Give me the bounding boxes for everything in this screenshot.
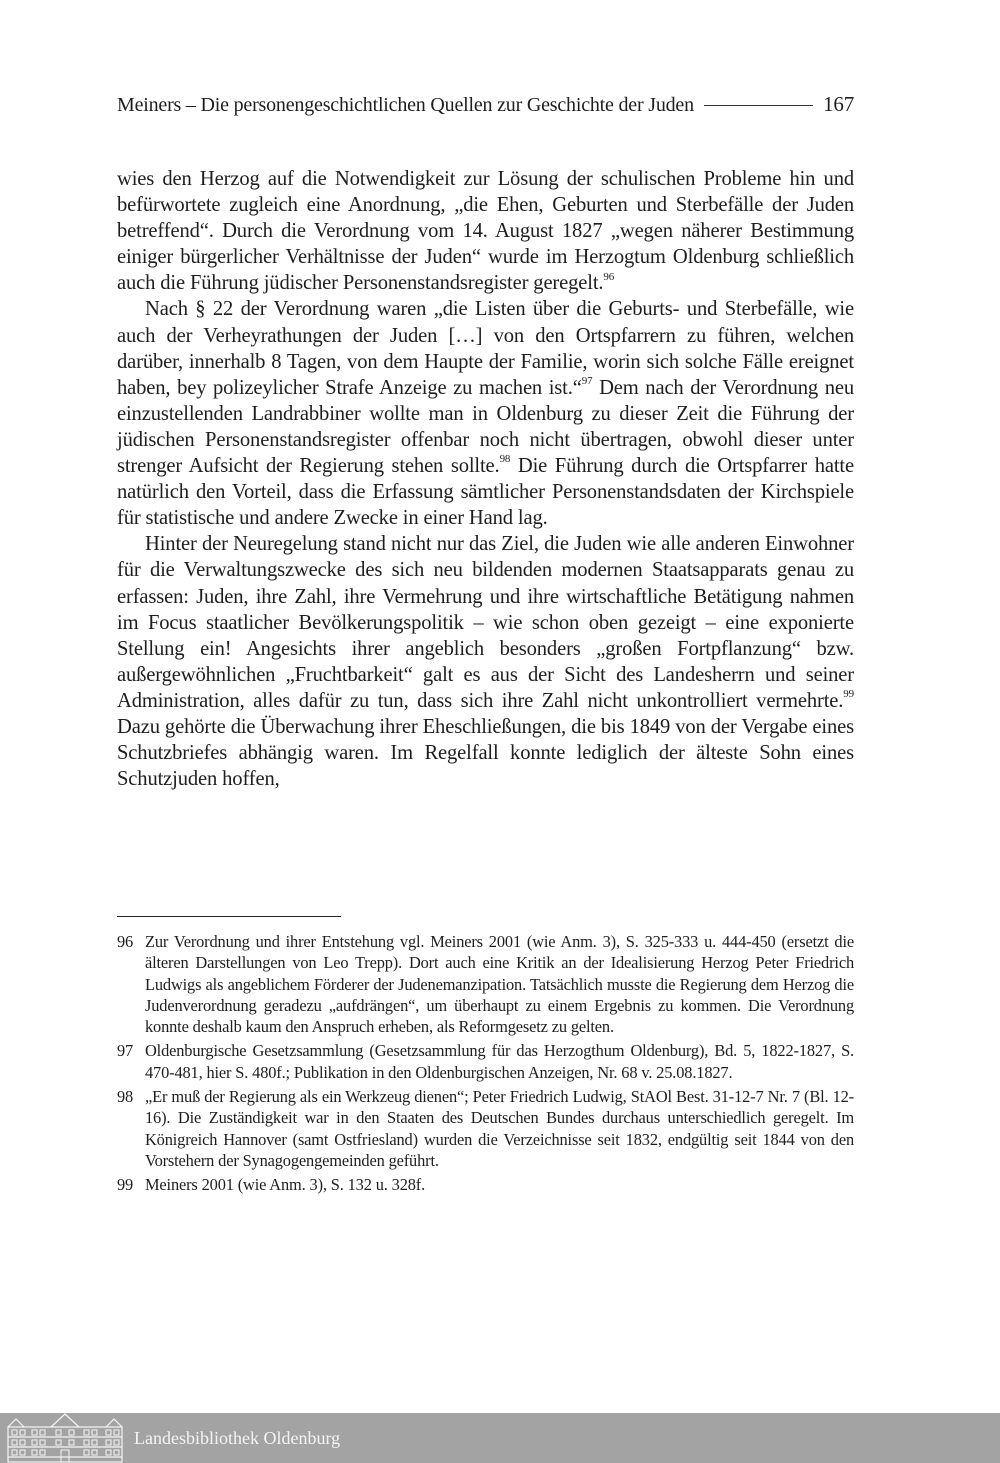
paragraph-3: [117, 531, 854, 792]
header-rule: [704, 105, 813, 106]
paragraph-2: [117, 296, 854, 531]
footnote-98: [117, 1086, 854, 1171]
footnote-ref-99[interactable]: 99: [843, 688, 854, 701]
library-name: Landesbibliothek Oldenburg: [134, 1427, 341, 1448]
paragraph-1: [117, 166, 854, 296]
footnote-separator: [117, 916, 341, 917]
paragraph-text: Die Führung durch die Ortspfarrer hatte natürlich den Vorteil, dass die Erfassung sämtlicher Personenstandsdaten der Kirchspiele für statistische und andere Zwecke in einer Hand lag.: [117, 455, 854, 530]
footnote-ref-96[interactable]: 96: [603, 270, 615, 283]
footnote-96: [117, 931, 854, 1037]
running-head: [117, 92, 854, 120]
library-building-icon: [6, 1413, 124, 1463]
footnote-text: Meiners 2001 (wie Anm. 3), S. 132 u. 328f.: [145, 1175, 426, 1195]
paragraph-text: wies den Herzog auf die Notwendigkeit zur Lösung der schulischen Probleme hin und befürwortete zugleich eine Anordnung, „die Ehen, Geburten und Sterbefälle der Juden betreffend“. Durch die Verordnung vom 14. August 1827 „wegen näherer Bestimmung einiger bürgerlicher Verhältnisse der Juden“ wurde im Herzogtum Oldenburg schließlich auch die Führung jüdischer Personenstandsregister geregelt.: [117, 168, 854, 295]
running-title: Meiners – Die personengeschichtlichen Quellen zur Geschichte der Juden: [117, 94, 694, 116]
library-footer-bar: [0, 1413, 1000, 1463]
footnote-99: [117, 1174, 854, 1195]
footnote-number: 99: [117, 1175, 134, 1195]
footnote-number: 96: [117, 932, 134, 951]
page-number: 167: [823, 92, 854, 116]
footnote-text: Oldenburgische Gesetzsammlung (Gesetzsammlung für das Herzogthum Oldenburg), Bd. 5, 1822-1827, S. 470-481, hier S. 480f.; Publikation in den Oldenburgischen Anzeigen, Nr. 68 v. 25.08.1827.: [145, 1041, 854, 1082]
body-text: [117, 166, 854, 792]
footnote-text: „Er muß der Regierung als ein Werkzeug dienen“; Peter Friedrich Ludwig, StAOl Best. 31-12-7 Nr. 7 (Bl. 12-16). Die Zuständigkeit war in den Staaten des Deutschen Bundes durchaus unterschiedlich geregelt. Im Königreich Hannover (samt Ostfriesland) wurden die Verzeichnisse seit 1832, endgültig seit 1844 von den Vorstehern der Synagogengemeinden geführt.: [145, 1087, 854, 1170]
footnote-text: Zur Verordnung und ihrer Entstehung vgl. Meiners 2001 (wie Anm. 3), S. 325-333 u. 444-450 (ersetzt die älteren Darstellungen von Leo Trepp). Dort auch eine Kritik an der Idealisierung Herzog Peter Friedrich Ludwigs als angeblichem Förderer der Judenemanzipation. Tatsächlich musste die Regierung dem Herzog die Judenverordnung geradezu „aufdrängen“, um überhaupt zu einem Ergebnis zu kommen. Die Verordnung konnte deshalb kaum den Anspruch erheben, als Reformgesetz zu gelten.: [145, 932, 854, 1037]
footnote-number: 97: [117, 1041, 134, 1061]
paragraph-text: Dem nach der Verordnung neu einzustellenden Landrabbiner wollte man in Oldenburg zu dieser Zeit die Führung der jüdischen Personenstandsregister offenbar noch nicht übertragen, obwohl dieser unter strenger Aufsicht der Regierung stehen sollte.: [117, 376, 854, 478]
footnote-97: [117, 1040, 854, 1083]
paragraph-text: Nach § 22 der Verordnung waren „die Listen über die Geburts- und Sterbefälle, wie auch der Verheyrathungen der Juden […] von den Ortspfarrern zu führen, welchen darüber, innerhalb 8 Tagen, von dem Haupte der Familie, worin sich solche Fälle ereignet haben, bey polizeylicher Strafe Anzeige zu machen ist.“: [117, 298, 854, 399]
paragraph-text: Hinter der Neuregelung stand nicht nur das Ziel, die Juden wie alle anderen Einwohner für die Verwaltungszwecke des sich neu bildenden modernen Staatsapparats genau zu erfassen: Juden, ihre Zahl, ihre Vermehrung und ihre wirtschaftliche Betätigung nahmen im Focus staatlicher Bevölkerungspolitik – wie schon oben gezeigt – eine exponierte Stellung ein! Angesichts ihrer angeblich besonders „großen Fortpflanzung“ bzw. außergewöhnlichen „Fruchtbarkeit“ galt es aus der Sicht des Landesherrn und seiner Administration, alles dafür zu tun, dass sich ihre Zahl nicht unkontrolliert vermehrte.: [117, 533, 854, 712]
footnote-number: 98: [117, 1087, 134, 1107]
paragraph-text: Dazu gehörte die Überwachung ihrer Eheschließungen, die bis 1849 von der Vergabe eines Schutzbriefes abhängig waren. Im Regelfall konnte lediglich der älteste Sohn eines Schutzjuden hoffen,: [117, 715, 854, 791]
footnote-ref-97[interactable]: 97: [581, 374, 593, 387]
footnote-ref-98[interactable]: 98: [499, 453, 511, 466]
footnotes: [117, 931, 854, 1199]
